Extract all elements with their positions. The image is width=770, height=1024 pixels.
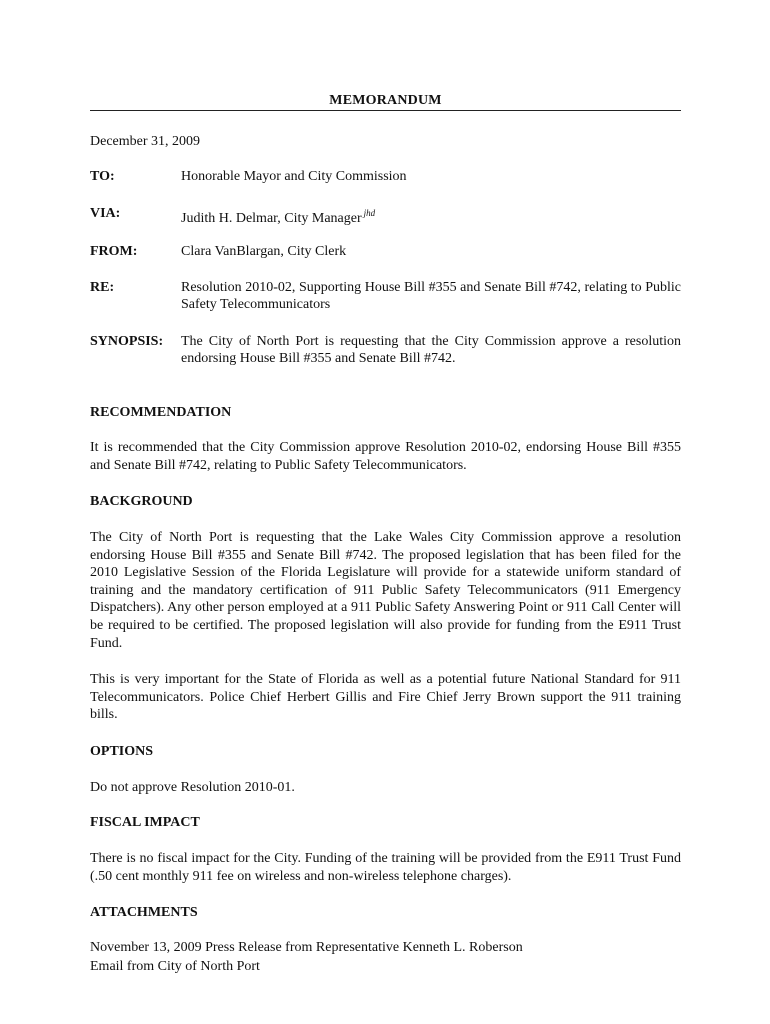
via-line: [181, 205, 681, 227]
recommendation-heading: RECOMMENDATION: [90, 405, 232, 420]
fiscal-impact-heading: FISCAL IMPACT: [90, 815, 200, 830]
via-value: Judith H. Delmar, City Manager: [181, 211, 362, 226]
memo-date: December 31, 2009: [90, 134, 201, 149]
from-value: Clara VanBlargan, City Clerk: [181, 244, 347, 259]
attachment-item: Email from City of North Port: [90, 959, 260, 974]
options-heading: OPTIONS: [90, 744, 154, 759]
synopsis-value: The City of North Port is requesting that the City Commission approve a resolution endorsing House Bill #355 and Senate Bill #742.: [181, 334, 681, 366]
to-value: Honorable Mayor and City Commission: [181, 169, 407, 184]
synopsis-label: SYNOPSIS:: [90, 334, 164, 349]
title-rule: [90, 110, 681, 111]
options-text: Do not approve Resolution 2010-01.: [90, 780, 295, 795]
re-label: RE:: [90, 280, 115, 295]
attachments-heading: ATTACHMENTS: [90, 905, 198, 920]
background-paragraph-1: The City of North Port is requesting that the Lake Wales City Commission approve a resolution endorsing House Bill #355 and Senate Bill #742. The proposed legislation that has been filed for the 2010 Legislative Session of the Florida Legislature will provide for a statewide uniform standard of training and the mandatory certification of 911 Public Safety Telecommunicators (911 Emergency Dispatchers). Any other person employed at a 911 Public Safety Answering Point or 911 Call Center will be required to be certified. The proposed legislation will also provide for funding from the E911 Trust Fund.: [90, 530, 681, 651]
to-label: TO:: [90, 169, 115, 184]
recommendation-text: It is recommended that the City Commission approve Resolution 2010-02, endorsing House Bill #355 and Senate Bill #742, relating to Public Safety Telecommunicators.: [90, 440, 681, 473]
memo-title: MEMORANDUM: [329, 93, 442, 108]
from-label: FROM:: [90, 244, 138, 259]
fiscal-impact-text: There is no fiscal impact for the City. Funding of the training will be provided from the E911 Trust Fund (.50 cent monthly 911 fee on wireless and non-wireless telephone charges).: [90, 851, 681, 884]
re-value: Resolution 2010-02, Supporting House Bill #355 and Senate Bill #742, relating to Public Safety Telecommunicators: [181, 280, 681, 312]
via-label: VIA:: [90, 206, 121, 221]
via-initials: jhd: [363, 208, 376, 218]
attachment-item: November 13, 2009 Press Release from Representative Kenneth L. Roberson: [90, 940, 523, 955]
background-paragraph-2: This is very important for the State of Florida as well as a potential future National Standard for 911 Telecommunicators. Police Chief Herbert Gillis and Fire Chief Jerry Brown support the 911 training bills.: [90, 672, 681, 723]
background-heading: BACKGROUND: [90, 494, 193, 509]
